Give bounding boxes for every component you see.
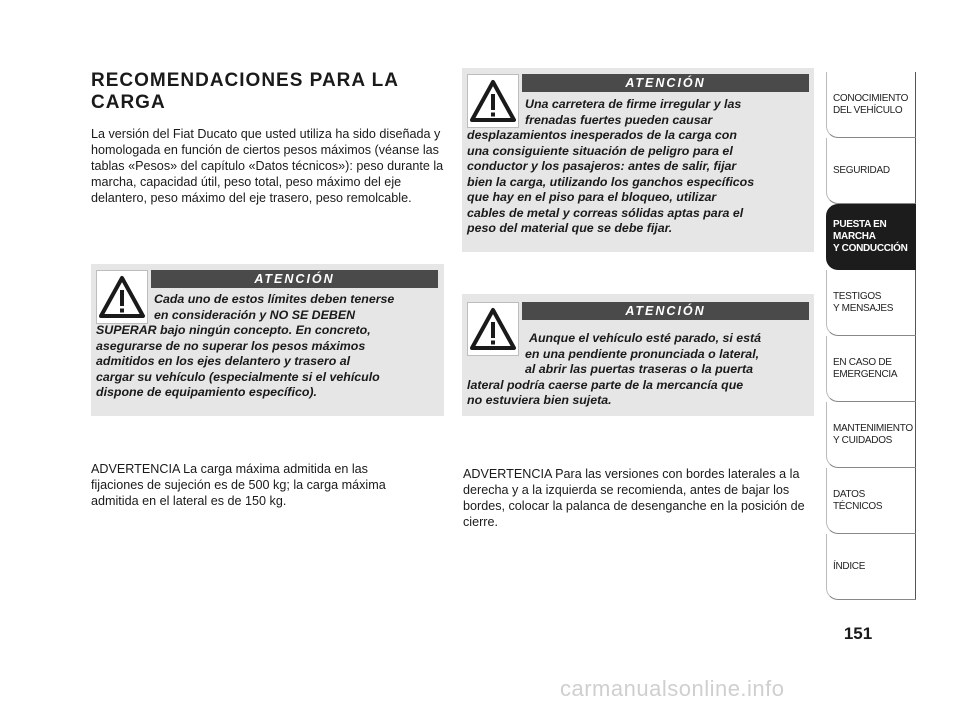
warning-text [96,292,441,401]
warning-box-weight-limits [91,264,444,416]
warning-line: en una pendiente pronunciada o lateral, [525,346,760,361]
chapter-tabs [826,72,916,600]
tab-conocimiento-del-vehiculo[interactable] [826,72,916,138]
tab-mantenimiento-y-cuidados[interactable] [826,402,916,468]
tab-label: CONOCIMIENTO [833,92,909,104]
tab-label: PUESTA EN [833,218,887,230]
warning-line: SUPERAR bajo ningún concepto. En concreto, [96,323,371,337]
tab-label: Y CONDUCCIÓN [833,242,908,254]
page-title: RECOMENDACIONES PARA LA CARGA [91,70,399,113]
warning-line: que hay en el piso para el bloqueo, utilizar [467,190,717,204]
tab-label: TÉCNICOS [833,500,883,512]
warning-heading: ATENCIÓN [151,270,438,288]
tab-label: DEL VEHÍCULO [833,104,903,116]
note-paragraph-left: ADVERTENCIA La carga máxima admitida en las fijaciones de sujeción es de 500 kg; la carga máxima admitida en el lateral es de 150 kg. [91,462,386,508]
note-paragraph-right: ADVERTENCIA Para las versiones con bordes laterales a la derecha y a la izquierda se recomienda, antes de bajar los bordes, colocar la palanca de desenganche en la posición de cierre. [463,467,805,529]
tab-label: EMERGENCIA [833,368,898,380]
warning-line: frenadas fuertes pueden causar [525,112,713,127]
warning-text [467,97,812,237]
warning-line: cables de metal y correas sólidas aptas para el [467,205,744,220]
tab-label: ÍNDICE [833,560,866,572]
warning-heading: ATENCIÓN [522,302,809,320]
tab-seguridad[interactable] [826,138,916,204]
tab-label: DATOS [833,488,866,500]
tab-label: Y CUIDADOS [833,434,893,446]
warning-line: admitidos en los ejes delantero y trasero al [96,354,351,368]
tab-label: MANTENIMIENTO [833,422,913,434]
warning-line: conductor y los pasajeros: antes de salir, fijar [467,159,737,173]
warning-line: dispone de equipamiento específico). [96,385,318,399]
tab-label: SEGURIDAD [833,164,890,176]
warning-line: Aunque el vehículo esté parado, si está [529,331,762,345]
warning-line: en consideración y NO SE DEBEN [154,307,356,322]
tab-label: TESTIGOS [833,290,882,302]
warning-box-irregular-road [462,68,814,252]
tab-label: Y MENSAJES [833,302,894,314]
warning-line: peso del material que se debe fijar. [467,221,673,235]
intro-paragraph: La versión del Fiat Ducato que usted utiliza ha sido diseñada y homologada en función de ciertos pesos máximos (véanse las tablas «Pesos» del capítulo «Datos técnicos»): peso durante la marcha, capacidad útil, peso total, peso máximo del eje delantero, peso máximo del eje trasero, peso remolcable. [91,127,444,205]
tab-en-caso-de-emergencia[interactable] [826,336,916,402]
warning-line: no estuviera bien sujeta. [467,393,612,407]
warning-heading: ATENCIÓN [522,74,809,92]
warning-line: cargar su vehículo (especialmente si el vehículo [96,369,380,384]
warning-text [467,331,812,409]
tab-indice[interactable] [826,534,916,600]
warning-line: bien la carga, utilizando los ganchos específicos [467,174,755,189]
tab-testigos-y-mensajes[interactable] [826,270,916,336]
warning-line: asegurarse de no superar los pesos máximos [96,338,366,353]
tab-datos-tecnicos[interactable] [826,468,916,534]
warning-line: lateral podría caerse parte de la mercancía que [467,377,744,392]
warning-line: desplazamientos inesperados de la carga con [467,128,737,142]
warning-box-parked-slope [462,294,814,416]
warning-line: Una carretera de firme irregular y las [525,97,742,111]
warning-line: una consiguiente situación de peligro para el [467,143,733,158]
tab-label: MARCHA [833,230,876,242]
warning-line: Cada uno de estos límites deben tenerse [154,292,395,306]
watermark: carmanualsonline.info [560,676,785,701]
tab-puesta-en-marcha[interactable] [826,204,916,270]
warning-line: al abrir las puertas traseras o la puerta [525,362,753,376]
page-number: 151 [843,624,873,643]
tab-label: EN CASO DE [833,356,892,368]
